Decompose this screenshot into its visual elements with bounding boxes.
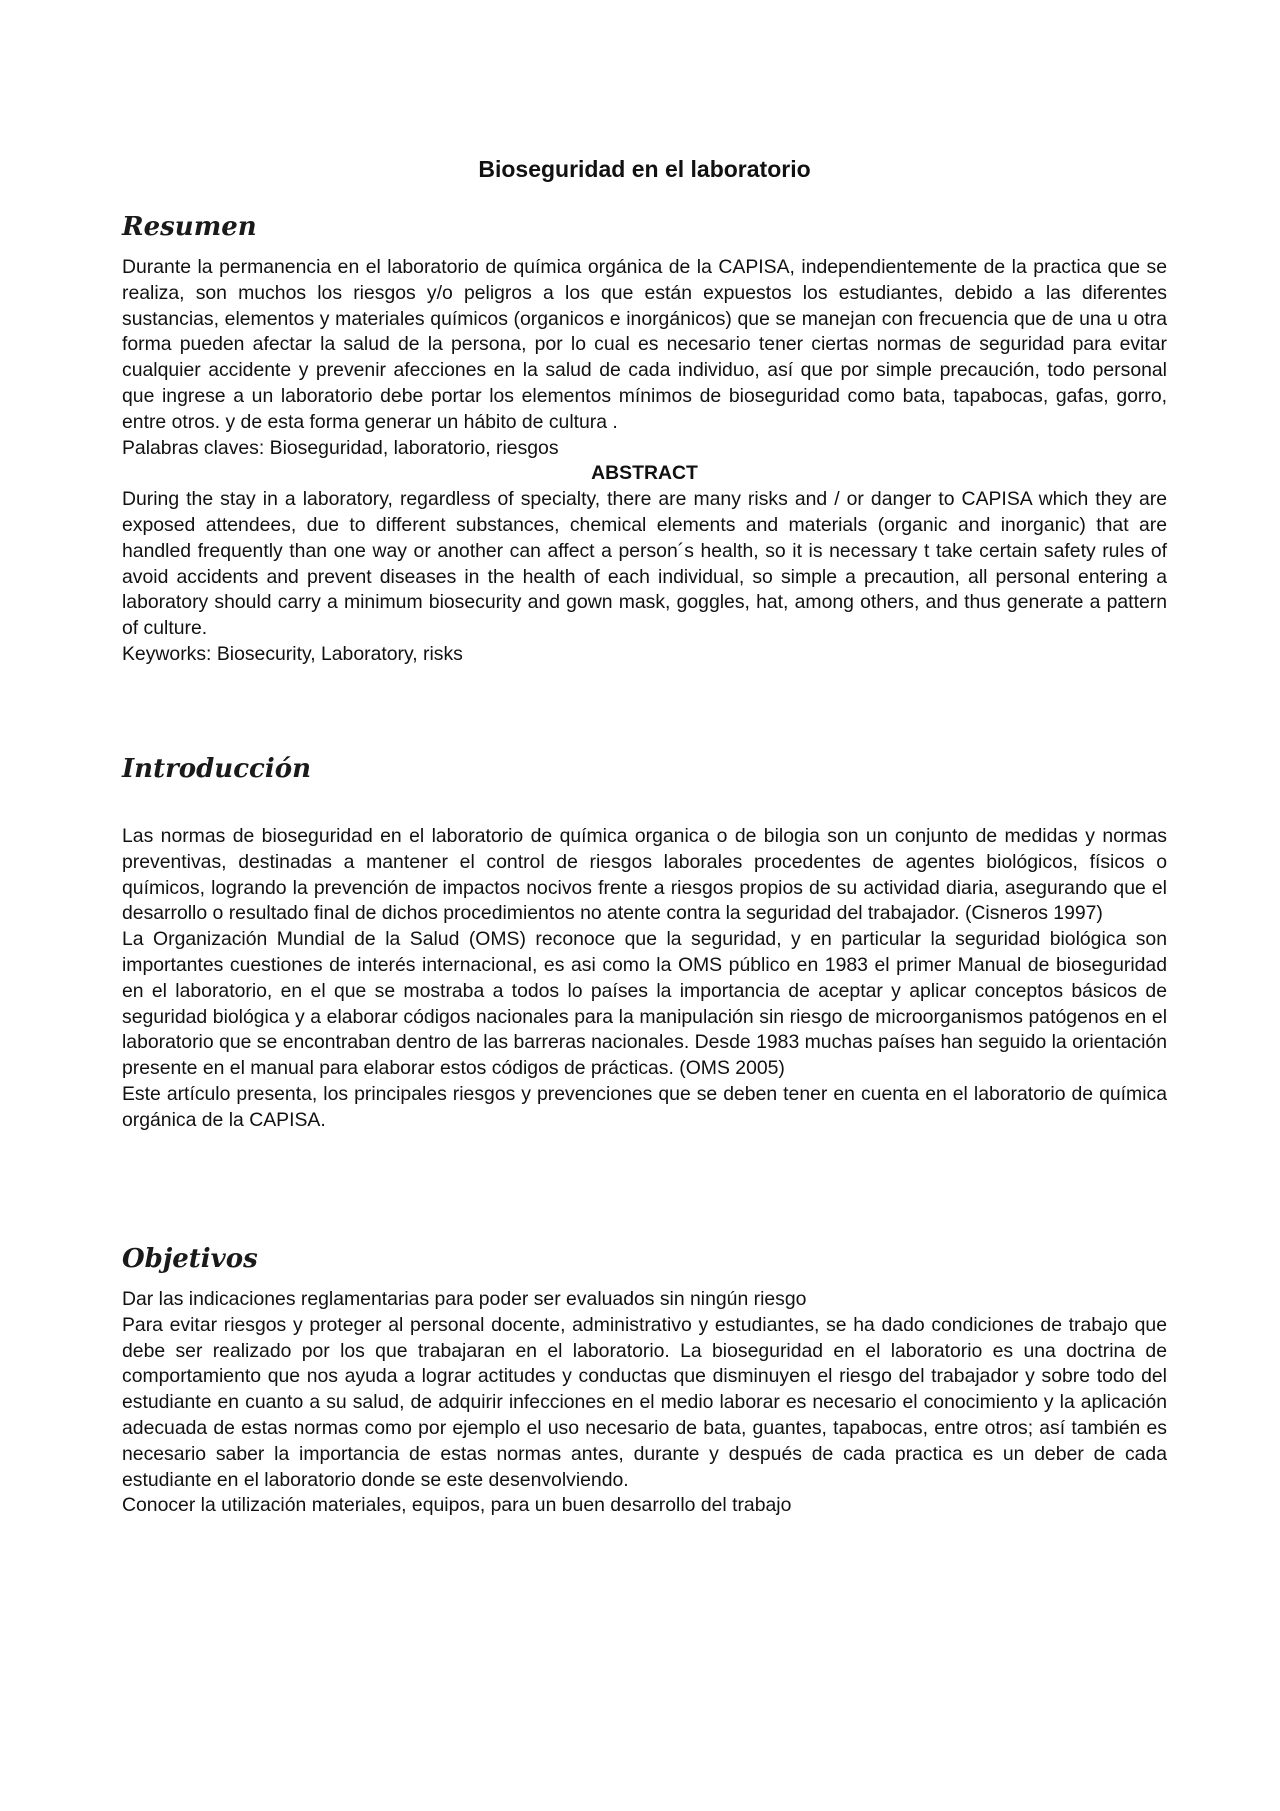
resumen-section: [122, 255, 1167, 668]
introduccion-paragraph-2: La Organización Mundial de la Salud (OMS) reconoce que la seguridad, y en particular la seguridad biológica son importantes cuestiones de interés internacional, es asi como la OMS público en 1983 el primer Manual de bioseguridad en el laboratorio, en el que se mostraba a todos lo países la importancia de aceptar y aplicar conceptos básicos de seguridad biológica y a elaborar códigos nacionales para la manipulación sin riesgo de microorganismos patógenos en el laboratorio que se encontraban dentro de las barreras nacionales. Desde 1983 muchas países han seguido la orientación presente en el manual para elaborar estos códigos de prácticas. (OMS 2005): [122, 928, 1167, 1080]
resumen-heading: Resumen: [122, 212, 257, 242]
introduccion-section: [122, 824, 1167, 1134]
objetivos-paragraph-2: Para evitar riesgos y proteger al personal docente, administrativo y estudiantes, se ha dado condiciones de trabajo que debe ser realizado por los que trabajaran en el laboratorio. La bioseguridad en el laboratorio es una doctrina de comportamiento que nos ayuda a lograr actitudes y conductas que disminuyen el riesgo del trabajador y sobre todo del estudiante en cuanto a su salud, de adquirir infecciones en el medio laborar es necesario el conocimiento y la aplicación adecuada de estas normas como por ejemplo el uso necesario de bata, guantes, tapabocas, entre otros; así también es necesario saber la importancia de estas normas antes, durante y después de cada practica es un deber de cada estudiante en el laboratorio donde se este desenvolviendo.: [122, 1313, 1167, 1491]
resumen-keywords: Palabras claves: Bioseguridad, laboratorio, riesgos: [122, 436, 559, 459]
objetivos-paragraph-3: Conocer la utilización materiales, equipos, para un buen desarrollo del trabajo: [122, 1494, 792, 1517]
objetivos-paragraph-1: Dar las indicaciones reglamentarias para poder ser evaluados sin ningún riesgo: [122, 1288, 807, 1310]
introduccion-paragraph-3: Este artículo presenta, los principales riesgos y prevenciones que se deben tener en cuenta en el laboratorio de química orgánica de la CAPISA.: [122, 1082, 1167, 1131]
resumen-body: Durante la permanencia en el laboratorio de química orgánica de la CAPISA, independientemente de la practica que se realiza, son muchos los riesgos y/o peligros a los que están expuestos los estudiantes, debido a las diferentes sustancias, elementos y materiales químicos (organicos e inorgánicos) que se manejan con frecuencia que de una u otra forma pueden afectar la salud de la persona, por lo cual es necesario tener ciertas normas de seguridad para evitar cualquier accidente y prevenir afecciones en la salud de cada individuo, así que por simple precaución, todo personal que ingrese a un laboratorio debe portar los elementos mínimos de bioseguridad como bata, tapabocas, gafas, gorro, entre otros. y de esta forma generar un hábito de cultura .: [122, 256, 1167, 433]
abstract-keywords: Keyworks: Biosecurity, Laboratory, risks: [122, 642, 463, 665]
objetivos-heading: Objetivos: [122, 1244, 258, 1274]
abstract-body: During the stay in a laboratory, regardless of specialty, there are many risks and / or danger to CAPISA which they are exposed attendees, due to different substances, chemical elements and materials (organic and inorganic) that are handled frequently than one way or another can affect a person´s health, so it is necessary t take certain safety rules of avoid accidents and prevent diseases in the health of each individual, so simple a precaution, all personal entering a laboratory should carry a minimum biosecurity and gown mask, goggles, hat, among others, and thus generate a pattern of culture.: [122, 488, 1167, 640]
document-title: Bioseguridad en el laboratorio: [478, 156, 811, 182]
introduccion-paragraph-1: Las normas de bioseguridad en el laboratorio de química organica o de bilogia son un conjunto de medidas y normas preventivas, destinadas a mantener el control de riesgos laborales procedentes de agentes biológicos, físicos o químicos, logrando la prevención de impactos nocivos frente a riesgos propios de su actividad diaria, asegurando que el desarrollo o resultado final de dichos procedimientos no atente contra la seguridad del trabajador. (Cisneros 1997): [122, 825, 1167, 925]
introduccion-heading: Introducción: [122, 754, 311, 784]
abstract-heading: ABSTRACT: [591, 462, 698, 485]
objetivos-section: [122, 1287, 1167, 1519]
